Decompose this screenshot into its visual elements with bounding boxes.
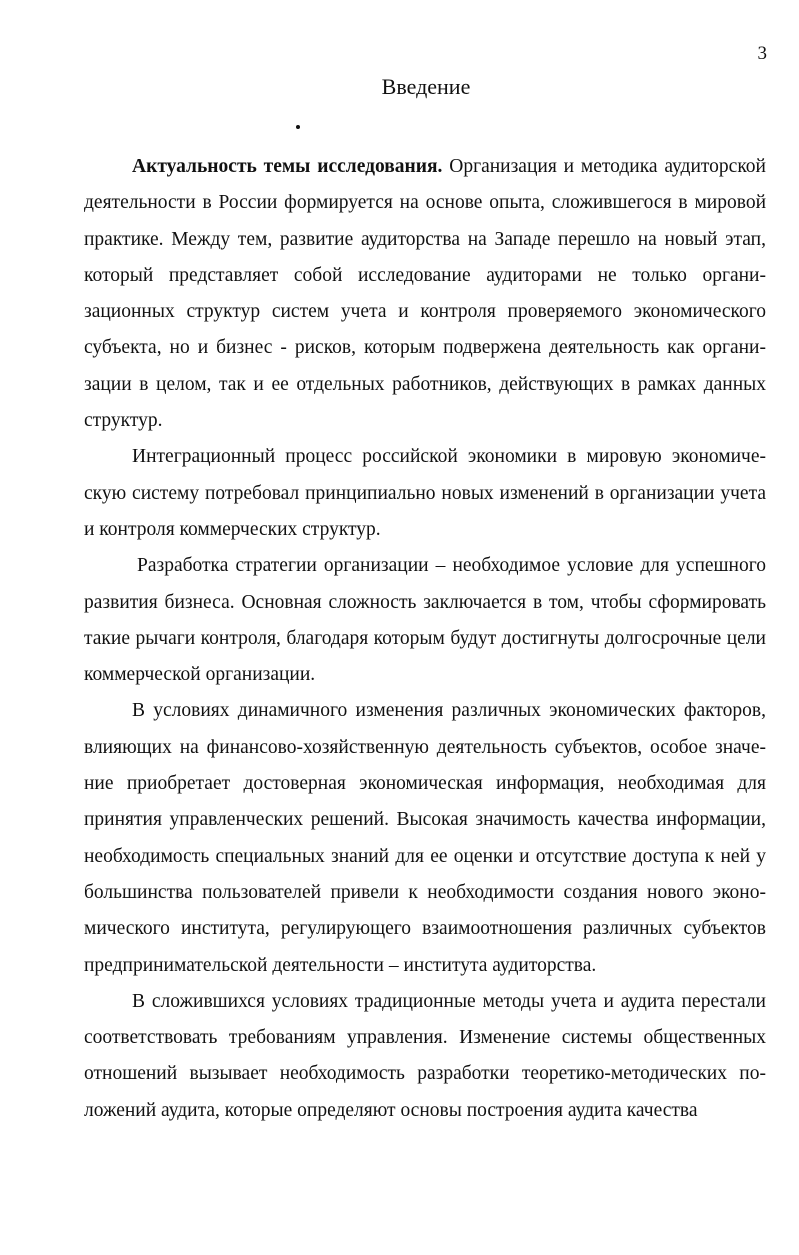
paragraph-integration: Интеграционный процесс российской экономики в мировую экономическую систему потребовал принципиально новых изменений в организации учета и контроля коммерческих структур. (84, 446, 766, 540)
paragraph-strategy: Разработка стратегии организации – необходимое условие для успешного развития бизнеса. Основная сложность заключается в том, чтобы сформировать такие рычаги контроля, благодаря которым будут достигнуты долгосрочные цели коммерческой организации. (84, 555, 766, 686)
paragraph-methods: В сложившихся условиях традиционные методы учета и аудита перестали соответствовать требованиям управления. Изменение системы общественных отношений вызывает необходимость разработки теоретико-методических положений аудита, которые определяют основы построения аудита качества (84, 990, 766, 1121)
body-text (84, 149, 766, 1129)
paragraph-relevance (84, 149, 766, 439)
paragraph-text: Организация и методика аудиторской деятельности в России формируется на основе опыта, сложившегося в мировой практике. Между тем, развитие аудиторства на Западе перешло на новый этап, который представляет собой исследование аудиторами не только организационных структур систем учета и контроля проверяемого экономического субъекта, но и бизнес - рисков, которым подвержена деятельность как организации в целом, так и ее отдельных работников, действующих в рамках данных структур. (84, 156, 766, 432)
section-title: Введение (381, 74, 471, 99)
page-number: 3 (757, 43, 767, 64)
paragraph-lead: Актуальность темы исследования (132, 156, 438, 177)
paragraph-lead-punct: . (437, 156, 443, 177)
paragraph-conditions: В условиях динамичного изменения различных экономических факторов, влияющих на финансово-хозяйственную деятельность субъектов, особое значение приобретает достоверная экономическая информация, необходимая для принятия управленческих решений. Высокая значимость качества информации, необходимость специальных знаний для ее оценки и отсутствие доступа к ней у большинства пользователей привели к необходимости создания нового экономического института, регулирующего взаимоотношения различных субъектов предпринимательской деятельности – института аудиторства. (84, 700, 766, 976)
scan-speck (296, 125, 300, 129)
